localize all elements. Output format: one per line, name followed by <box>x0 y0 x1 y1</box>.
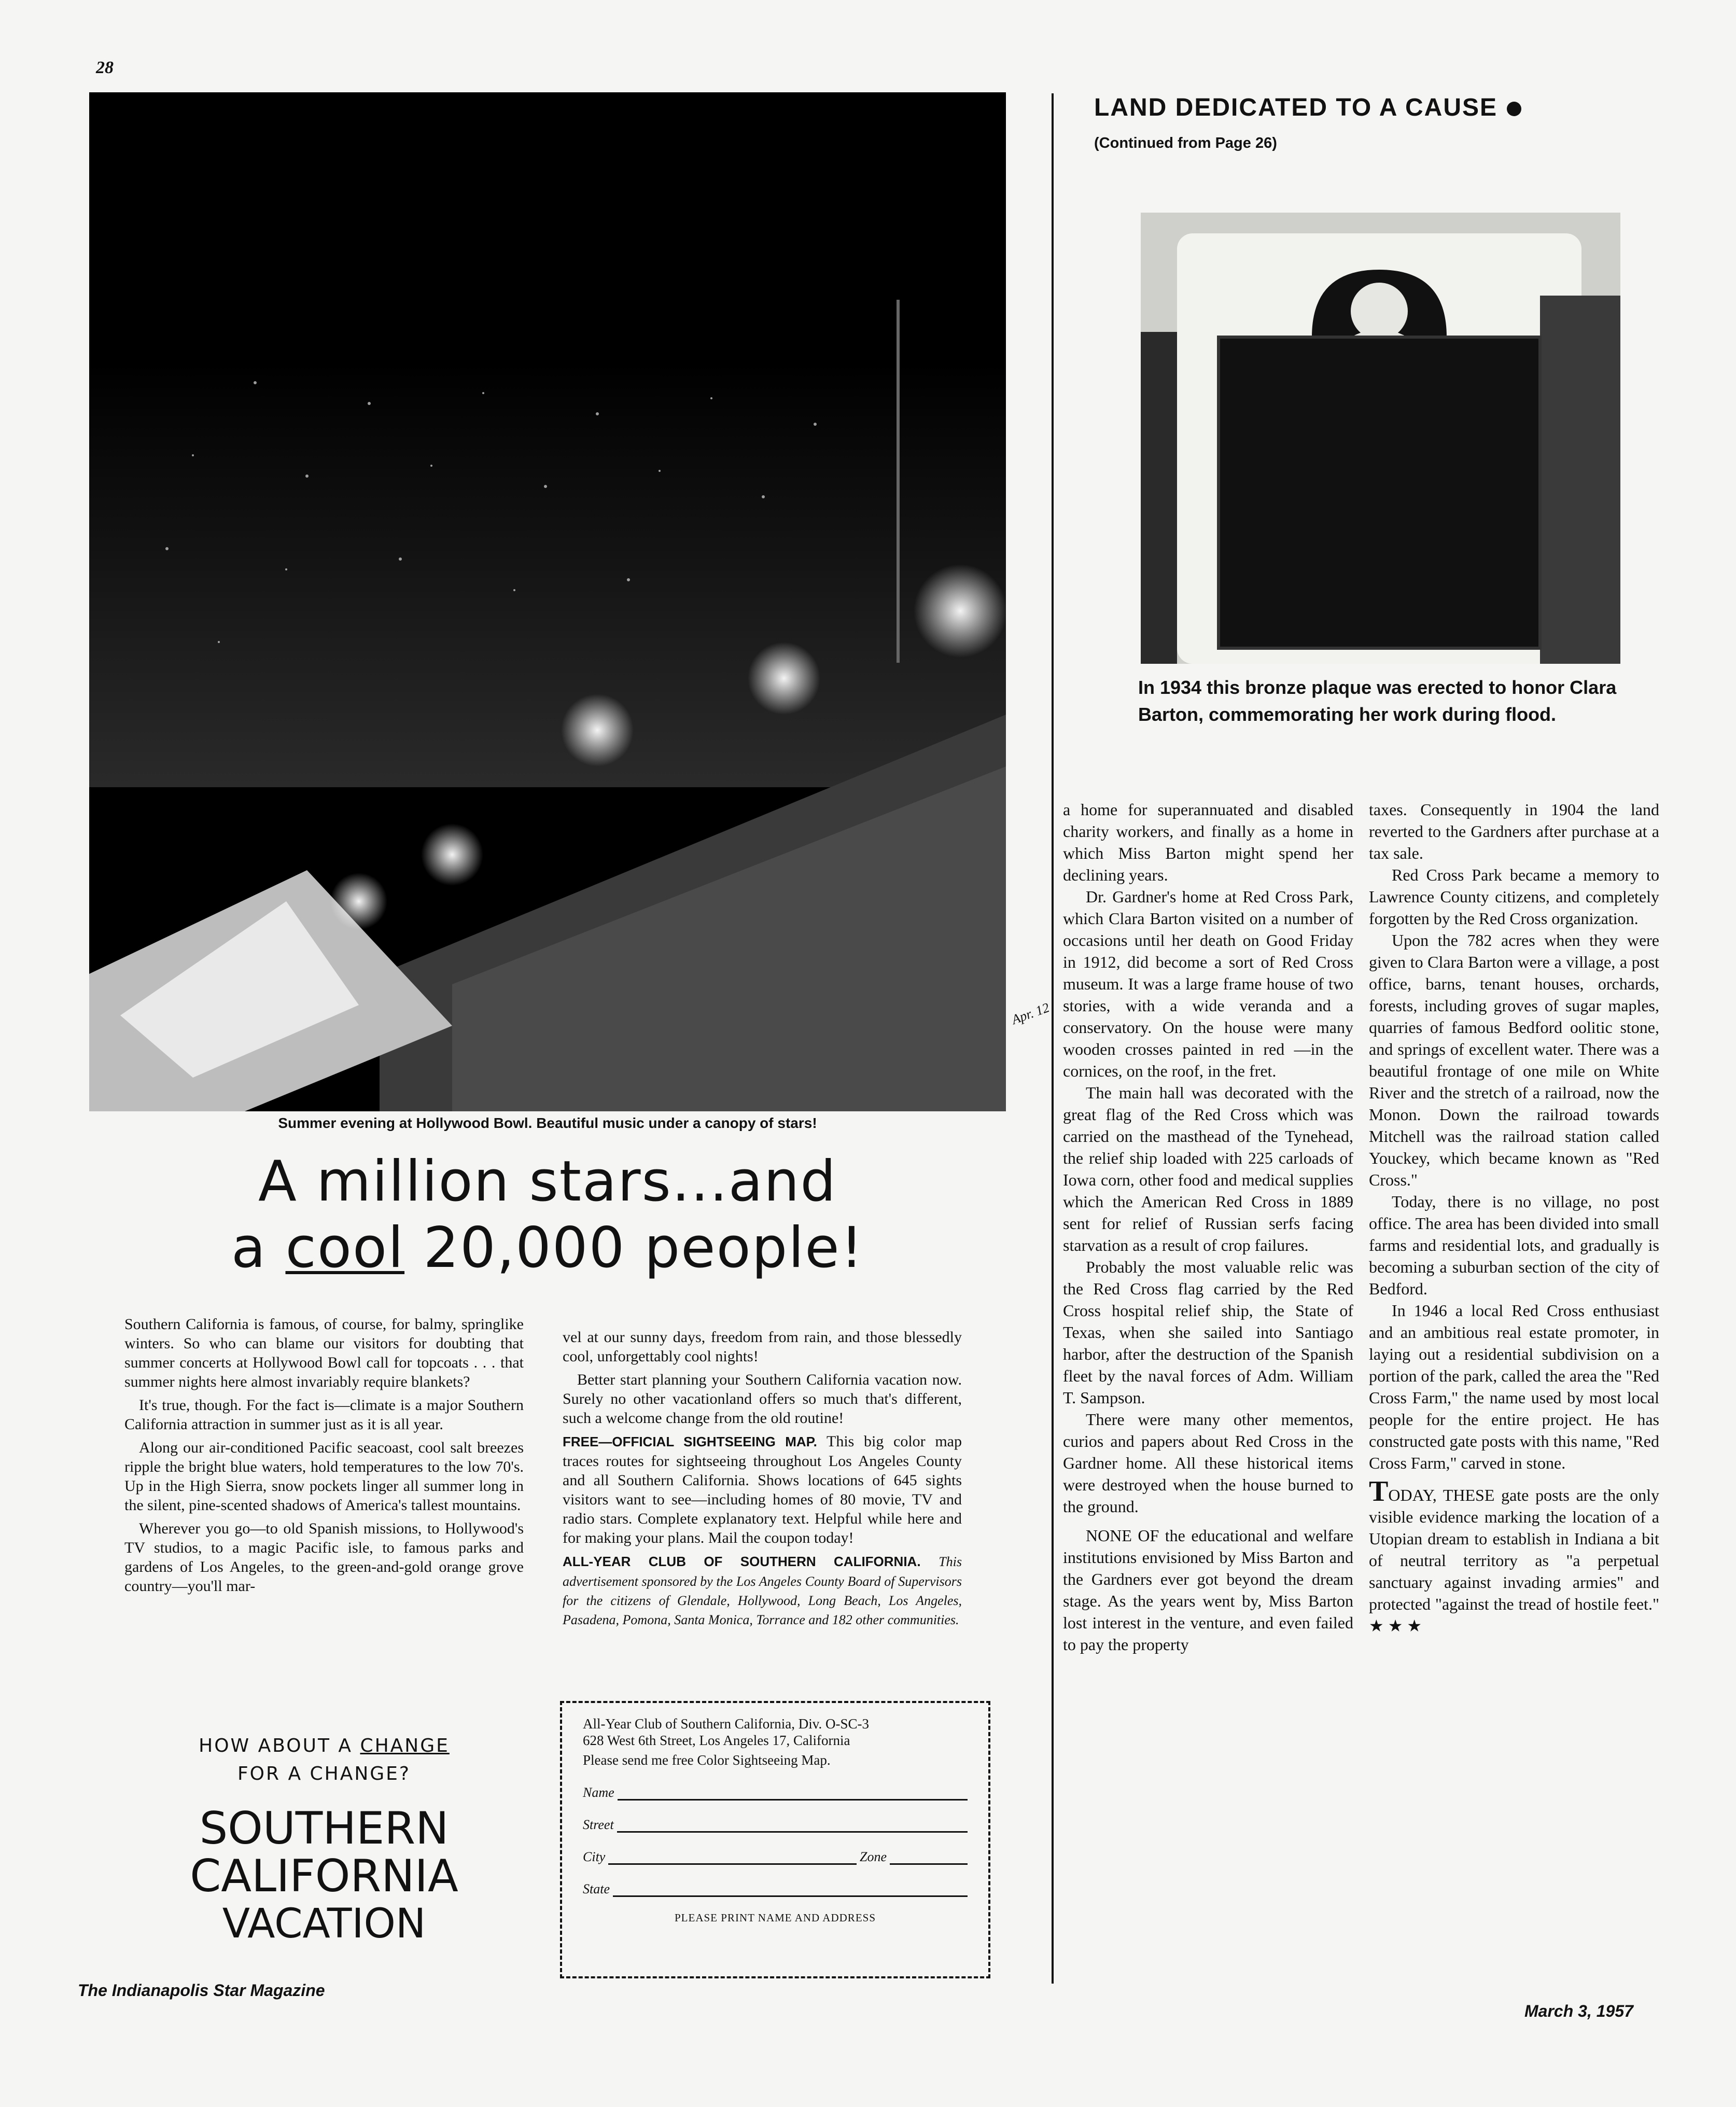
ad-headline <box>89 1149 1006 1281</box>
hollywood-bowl-photo <box>89 92 1006 1111</box>
issue-date: March 3, 1957 <box>1524 2002 1633 2020</box>
article-paragraph: Probably the most valuable relic was the Red Cross flag carried by the Red Cross hospital relief ship, the State of Texas, when she sailed into Santiago harbor, after the destruction of the Spanish fleet by the naval forces of Adm. William T. Sampson. <box>1063 1258 1353 1407</box>
coupon-city-label: City <box>583 1849 606 1864</box>
article-paragraph: Upon the 782 acres when they were given to Clara Barton were a village, a post office, barns, tenant houses, orchards, forests, including groves of sugar maples, quarries of famous Bedford oolitic stone, and springs of excellent water. There was a beautiful frontage of one mile on White River and the stretch of a railroad, now the Monon. Down the railroad towards Mitchell was the railroad station called Youckey, which became known as "Red Cross." <box>1369 931 1659 1189</box>
brand-block <box>104 1805 544 1948</box>
ad-paragraph: Southern California is famous, of course, for balmy, springlike winters. So who can blame our visitors for doubting that summer concerts at Hollywood Bowl call for topcoats . . . that summer nights here almost invariably require blankets? <box>124 1316 524 1390</box>
photo-caption: Summer evening at Hollywood Bowl. Beautiful music under a canopy of stars! <box>278 1115 817 1131</box>
article-title <box>1094 93 1521 122</box>
coupon-street-field[interactable] <box>617 1821 968 1833</box>
article-paragraph: taxes. Consequently in 1904 the land reverted to the Gardners after purchase at a tax sale. <box>1369 800 1659 862</box>
coupon-street-line[interactable] <box>583 1817 968 1833</box>
brand-line-2: CALIFORNIA <box>190 1850 458 1902</box>
ad-paragraph: vel at our sunny days, freedom from rain, and those blessedly cool, unforgettably cool nights! <box>563 1329 962 1365</box>
handwritten-margin-note: Apr. 12 <box>1010 1000 1052 1028</box>
brand-line-1: SOUTHERN <box>199 1803 449 1854</box>
ad-paragraph: It's true, though. For the fact is—climate is a major Southern California attraction in summer just as it is all year. <box>124 1397 524 1433</box>
article-paragraph: There were many other mementos, curios and papers about Red Cross in the Gardner home. All these historical items were destroyed when the house burned to the ground. <box>1063 1410 1353 1516</box>
article-paragraph: NONE OF the educational and welfare institutions envisioned by Miss Barton and the Gardners ever got beyond the dream stage. As the years went by, Miss Barton lost interest in the venture, and even failed to pay the property <box>1063 1526 1353 1654</box>
article-paragraph: The main hall was decorated with the great flag of the Red Cross which was carried on the masthead of the Tynehead, the relief ship loaded with 225 carloads of Iowa corn, other food and medical supplies which the American Red Cross in 1889 sent for relief of Russian serfs facing starvation as a result of crop failures. <box>1063 1083 1353 1254</box>
page-number: 28 <box>96 58 114 77</box>
bronze-plaque-photo <box>1141 213 1620 664</box>
map-offer-text: This big color map traces routes for sightseeing throughout Los Angeles County and all Southern California. Shows locations of 645 sights visitors want to see—including homes of 80 movie, TV and radio stars. Complete explanatory text. Helpful while here and for making your plans. Mail the coupon today! <box>563 1433 962 1546</box>
coupon-print-note: PLEASE PRINT NAME AND ADDRESS <box>675 1911 876 1924</box>
brand-line-3: VACATION <box>222 1901 426 1947</box>
club-sponsor <box>563 1552 962 1629</box>
bullet-icon <box>1507 102 1521 116</box>
headline-line-2 <box>89 1215 1006 1281</box>
ad-paragraph: Along our air-conditioned Pacific seacoast, cool salt breezes ripple the bright blue waters, hold temperatures to the low 70's. Up in the High Sierra, snow pockets linger all summer long in the silent, pine-scented shadows of America's tallest mountains. <box>124 1439 524 1514</box>
final-paragraph-text: ODAY, THESE gate posts are the only visible evidence marking the location of a Utopian dream to establish in Indiana a bit of neutral territory as "a perpetual sanctuary against invading armies" and protected "against the tread of hostile feet." ★ ★ ★ <box>1369 1486 1659 1635</box>
coupon-request: Please send me free Color Sightseeing Map. <box>583 1752 831 1768</box>
continued-note: (Continued from Page 26) <box>1094 135 1277 151</box>
mail-coupon[interactable] <box>560 1701 990 1978</box>
change-line2: FOR A CHANGE? <box>237 1763 411 1784</box>
article-column-1 <box>1063 799 1353 1655</box>
headline-a: a <box>231 1216 267 1280</box>
plaque-image <box>1141 213 1620 664</box>
coupon-state-field[interactable] <box>613 1885 968 1897</box>
headline-cool: cool <box>285 1216 405 1280</box>
map-offer-title: FREE—OFFICIAL SIGHTSEEING MAP. <box>563 1434 817 1449</box>
coupon-name-label: Name <box>583 1785 614 1800</box>
coupon-zone-field[interactable] <box>890 1853 968 1865</box>
map-offer <box>563 1432 962 1547</box>
drop-cap: T <box>1369 1475 1389 1508</box>
ad-paragraph: Better start planning your Southern California vacation now. Surely no other vacationland offers so much that's different, such a welcome change from the old routine! <box>563 1371 962 1427</box>
ad-paragraph: Wherever you go—to old Spanish missions, to Hollywood's TV studios, to a magic Pacific isle, to famous parks and gardens of Los Angeles, to the green-and-gold orange grove country—you'll mar- <box>124 1520 524 1595</box>
article-final-paragraph <box>1369 1475 1659 1637</box>
magazine-name: The Indianapolis Star Magazine <box>78 1981 325 2000</box>
article-column-2 <box>1369 799 1659 1637</box>
coupon-name-field[interactable] <box>618 1789 968 1801</box>
article-paragraph: Red Cross Park became a memory to Lawrence County citizens, and completely forgotten by the Red Cross organization. <box>1369 866 1659 928</box>
column-divider <box>1052 93 1054 1984</box>
article-paragraph: Today, there is no village, no post office. The area has been divided into small farms and residential lots, and gradually is becoming a suburban section of the city of Bedford. <box>1369 1192 1659 1298</box>
article-paragraph: a home for superannuated and disabled charity workers, and finally as a home in which Miss Barton might spend her declining years. <box>1063 800 1353 884</box>
change-line1-a: HOW ABOUT A <box>199 1735 353 1756</box>
change-line1-b: CHANGE <box>360 1735 450 1756</box>
coupon-street-label: Street <box>583 1817 614 1832</box>
coupon-zone-label: Zone <box>860 1849 887 1864</box>
plaque-caption: In 1934 this bronze plaque was erected to honor Clara Barton, commemorating her work during flood. <box>1138 677 1617 725</box>
change-tagline <box>124 1732 524 1788</box>
club-sponsor-text: This advertisement sponsored by the Los Angeles County Board of Supervisors for the citizens of Glendale, Hollywood, Long Beach, Los Angeles, Pasadena, Pomona, Santa Monica, Torrance and 182 other communities. <box>563 1554 962 1627</box>
headline-line-1: A million stars...and <box>258 1149 837 1214</box>
coupon-address-1: All-Year Club of Southern California, Div. O-SC-3 <box>583 1716 869 1732</box>
ad-column-2 <box>563 1328 962 1633</box>
ad-column-1 <box>124 1315 524 1600</box>
coupon-state-label: State <box>583 1881 610 1896</box>
article-paragraph: In 1946 a local Red Cross enthusiast and an ambitious real estate promoter, in laying out a residential subdivision on a portion of the park, called the area the "Red Cross Farm," the name used by most local people for the entire project. He has constructed gate posts with this name, "Red Cross Farm," carved in stone. <box>1369 1301 1659 1472</box>
coupon-name-line[interactable] <box>583 1785 968 1801</box>
coupon-city-line[interactable] <box>583 1849 968 1865</box>
article-paragraph: Dr. Gardner's home at Red Cross Park, which Clara Barton visited on a number of occasions until her death on Good Friday in 1912, did become a sort of Red Cross museum. It was a large frame house of two stories, with a wide veranda and a conservatory. On the house were many wooden crosses painted in red —in the cornices, on the roof, in the fret. <box>1063 887 1353 1080</box>
coupon-address-2: 628 West 6th Street, Los Angeles 17, California <box>583 1733 850 1748</box>
night-scene-image <box>89 92 1006 1111</box>
club-sponsor-title: ALL-YEAR CLUB OF SOUTHERN CALIFORNIA. <box>563 1554 921 1569</box>
coupon-city-field[interactable] <box>608 1853 857 1865</box>
headline-rest: 20,000 people! <box>423 1216 864 1280</box>
coupon-state-line[interactable] <box>583 1881 968 1897</box>
article-title-text: LAND DEDICATED TO A CAUSE <box>1094 94 1498 121</box>
